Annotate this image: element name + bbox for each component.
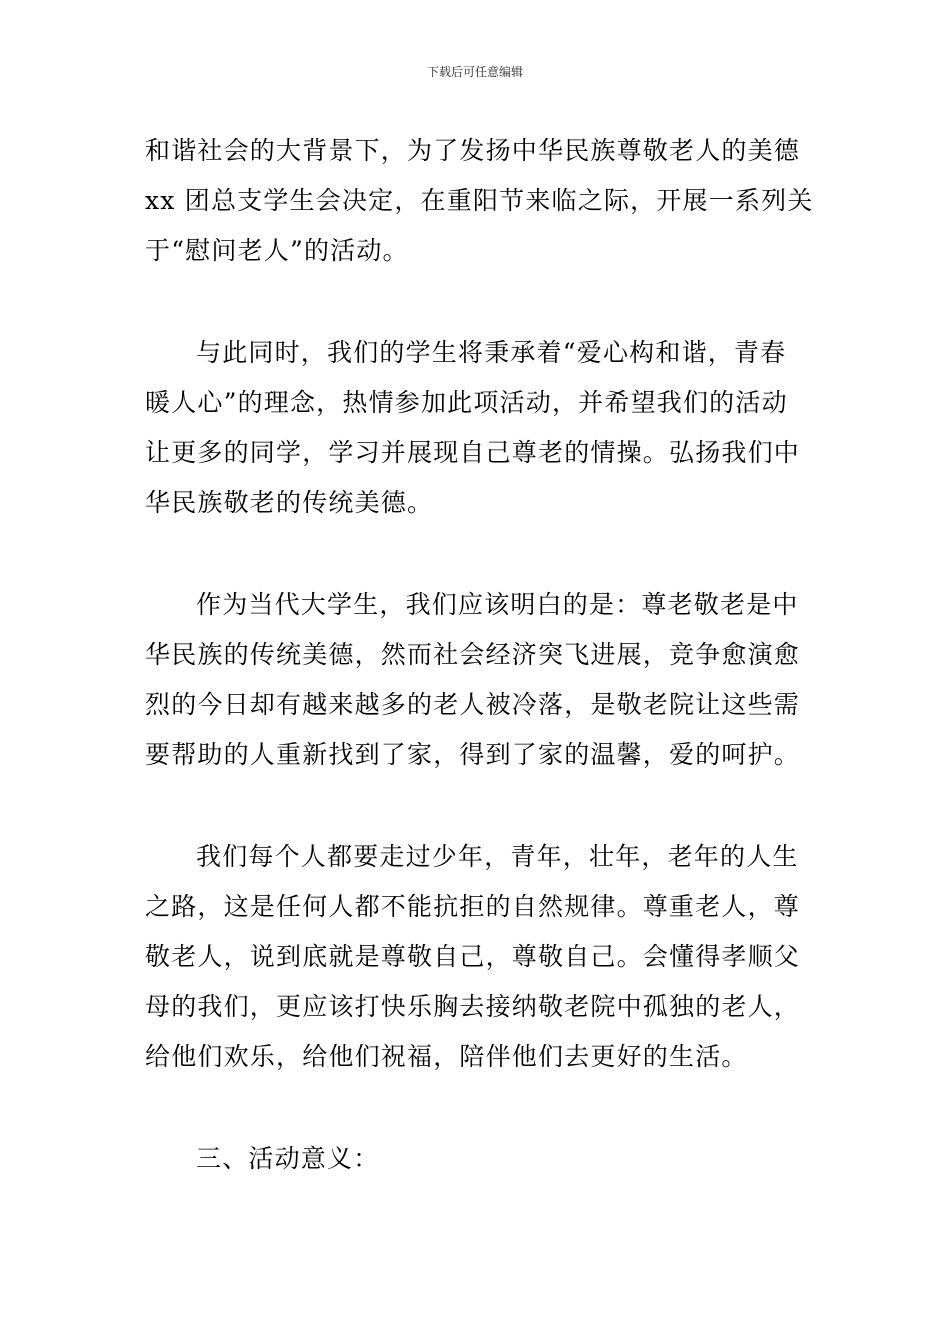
text-line: 于“慰问老人”的活动。 bbox=[145, 236, 409, 265]
paragraph-gap bbox=[145, 276, 811, 328]
text-line: 华民族敬老的传统美德。 bbox=[145, 488, 434, 517]
page-header: 下载后可任意编辑 bbox=[426, 65, 523, 79]
text-line: 之路，这是任何人都不能抗拒的自然规律。尊重老人，尊 bbox=[145, 892, 801, 921]
paragraph-gap bbox=[145, 1082, 811, 1134]
text-line: 和谐社会的大背景下，为了发扬中华民族尊敬老人的美德 bbox=[145, 136, 801, 165]
document-body bbox=[145, 126, 814, 1184]
text-line: 让更多的同学，学习并展现自己尊老的情操。弘扬我们中 bbox=[145, 438, 801, 467]
text-line: 敬老人，说到底就是尊敬自己，尊敬自己。会懂得孝顺父 bbox=[145, 942, 801, 971]
text-line: 暖人心”的理念，热情参加此项活动，并希望我们的活动 bbox=[145, 388, 788, 417]
text-line: 要帮助的人重新找到了家，得到了家的温馨，爱的呵护。 bbox=[145, 740, 801, 769]
text-line: 与此同时，我们的学生将秉承着“爱心构和谐，青春 bbox=[196, 338, 787, 367]
paragraph-4 bbox=[145, 832, 811, 1082]
paragraph-gap bbox=[145, 780, 811, 832]
text-line: 母的我们，更应该打快乐胸去接纳敬老院中孤独的老人， bbox=[145, 992, 801, 1021]
section-heading bbox=[145, 1134, 811, 1184]
paragraph-gap bbox=[145, 528, 811, 580]
section-heading-text: 三、活动意义： bbox=[196, 1144, 380, 1173]
text-line: xx 团总支学生会决定，在重阳节来临之际，开展一系列关 bbox=[145, 186, 814, 215]
text-line: 给他们欢乐，给他们祝福，陪伴他们去更好的生活。 bbox=[145, 1042, 748, 1071]
text-line: 华民族的传统美德，然而社会经济突飞进展，竞争愈演愈 bbox=[145, 640, 801, 669]
paragraph-3 bbox=[145, 580, 811, 780]
text-line: 烈的今日却有越来越多的老人被冷落，是敬老院让这些需 bbox=[145, 690, 801, 719]
paragraph-1 bbox=[145, 126, 814, 276]
paragraph-2 bbox=[145, 328, 811, 528]
text-line: 我们每个人都要走过少年，青年，壮年，老年的人生 bbox=[196, 842, 799, 871]
text-line: 作为当代大学生，我们应该明白的是：尊老敬老是中 bbox=[196, 590, 799, 619]
